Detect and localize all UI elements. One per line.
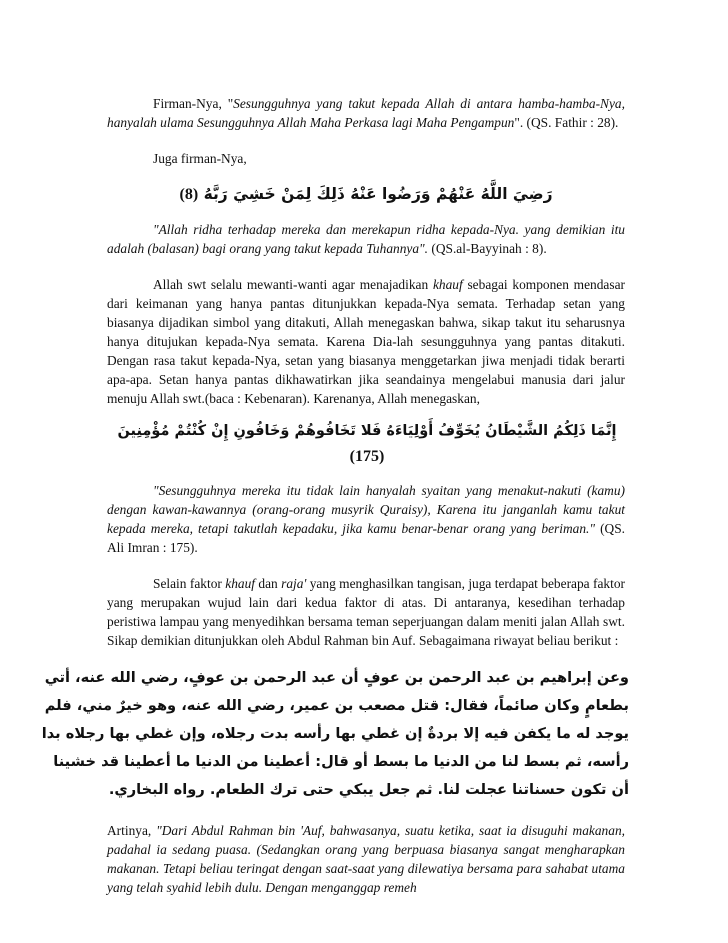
hadith-line: يوجد له ما يكفن فيه إلا بردةٌ إن غطي بها رأسه بدت رجلاه، وإن غطي بها رجلاه بدا [41,725,629,742]
quran-translation-quote: "Sesungguhnya mereka itu tidak lain hanyalah syaitan yang menakut-nakuti (kamu) dengan kawan-kawannya (orang-orang musyrik Quraisy), Karena itu janganlah kamu takut kepada mereka, tetapi takutlah kepadaku, jika kamu benar-benar orang yang beriman." [107,483,625,536]
term-khauf: khauf [432,277,463,292]
verse-arabic-text: رَضِيَ اللَّهُ عَنْهُمْ وَرَضُوا عَنْهُ ذَلِكَ لِمَنْ خَشِيَ رَبَّهُ [203,185,553,203]
hadith-line: رأسه، ثم بسط لنا من الدنيا ما بسط أو قال: أعطينا من الدنيا ما أعطينا قد خشينا [53,753,629,770]
hadith-line: أن تكون حسناتنا عجلت لنا. ثم جعل يبكي حتى ترك الطعام. رواه البخاري. [108,781,629,798]
quran-translation-quote: Sesungguhnya yang takut kepada Allah di antara hamba-hamba-Nya, hanyalah ulama Sesungguhnya Allah Maha Perkasa lagi Maha Pengampun [107,96,625,130]
text-run: dan [255,576,282,591]
hadith-translation-quote: "Dari Abdul Rahman bin 'Auf, bahwasanya, suatu ketika, saat ia disuguhi makanan, padahal ia sedang puasa. (Sedangkan orang yang berpuasa biasanya sangat mengharapkan makanan. Tetapi beliau teringat dengan saat-saat yang dilewatiya bersama para sahabat utama yang telah syahid lebih dulu. Dengan menganggap remeh [107,823,625,895]
surah-reference: ". (QS. Fathir : 28). [514,115,619,130]
term-raja: raja' [281,576,307,591]
paragraph-artinya [107,821,625,897]
paragraph-selain-faktor [107,574,625,650]
paragraph-juga-firman: Juga firman-Nya, [153,151,247,166]
text-run: yang menghasilkan tangisan, juga terdapat beberapa faktor yang merupakan wujud lain dari kedua faktor di atas. Di antaranya, kesedihan terhadap peristiwa lampau yang menyedihkan bersama teman seperjuangan dalam meniti jalan Allah swt. Sikap demikian ditunjukkan oleh Abdul Rahman bin Auf. Sebagaimana riwayat beliau berikut : [107,576,625,648]
hadith-line: وعن إبراهيم بن عبد الرحمن بن عوفٍ أن عبد الرحمن بن عوفٍ، رضي الله عنه، أتي [44,669,629,686]
arabic-hadith [41,664,629,804]
text-run: sebagai komponen mendasar dari keimanan yang hanya pantas ditunjukkan kepada-Nya semata. Terhadap setan yang biasanya dijadikan simbol yang ditakuti, Allah menegaskan bahwa, sikap takut itu seharusnya hanya ditujukan kepada-Nya semata. Karena Dia-lah sesungguhnya yang pantas ditakuti. Dengan rasa takut kepada-Nya, setan yang biasanya menggetarkan jiwa menjadi tidak berarti apa-apa. Setan hanya pantas dikhawatirkan jika seandainya mengelabui manusia dari jalur menuju Allah swt.(baca : Kebenaran). Karenanya, Allah menegaskan, [107,277,625,406]
quran-translation-quote: "Allah ridha terhadap mereka dan merekapun ridha kepada-Nya. yang demikian itu adalah (balasan) bagi orang yang takut kepada Tuhannya". [107,222,625,256]
paragraph-bayyinah-translation [107,220,625,258]
arabic-verse-bayyinah [107,180,625,209]
verse-number: (8) [179,186,199,203]
paragraph-fathir [107,94,625,132]
verse-number: (175) [349,448,385,465]
document-page [41,94,629,897]
hadith-line: بطعامٍ وكان صائماً، فقال: قتل مصعب بن عمير، رضي الله عنه، وهو خيرٌ مني، فلم [44,697,629,714]
paragraph-khauf [107,275,625,408]
paragraph-lead: Firman-Nya, " [153,96,234,111]
text-run: Allah swt selalu mewanti-wanti agar menajadikan [153,277,433,292]
arabic-verse-ali-imran [101,418,633,470]
text-run: Selain faktor [153,576,226,591]
paragraph-lead: Artinya, [107,823,157,838]
verse-arabic-text: إِنَّمَا ذَلِكُمُ الشَّيْطَانُ يُخَوِّفُ أَوْلِيَاءَهُ فَلا تَخَافُوهُمْ وَخَافُونِ إِنْ كُنْتُمْ مُؤْمِنِينَ [117,423,617,439]
paragraph-ali-imran-translation [107,481,625,557]
surah-reference: (QS. Ali Imran : 175). [107,521,625,555]
term-khauf: khauf [225,576,255,591]
surah-reference: (QS.al-Bayyinah : 8). [428,241,547,256]
